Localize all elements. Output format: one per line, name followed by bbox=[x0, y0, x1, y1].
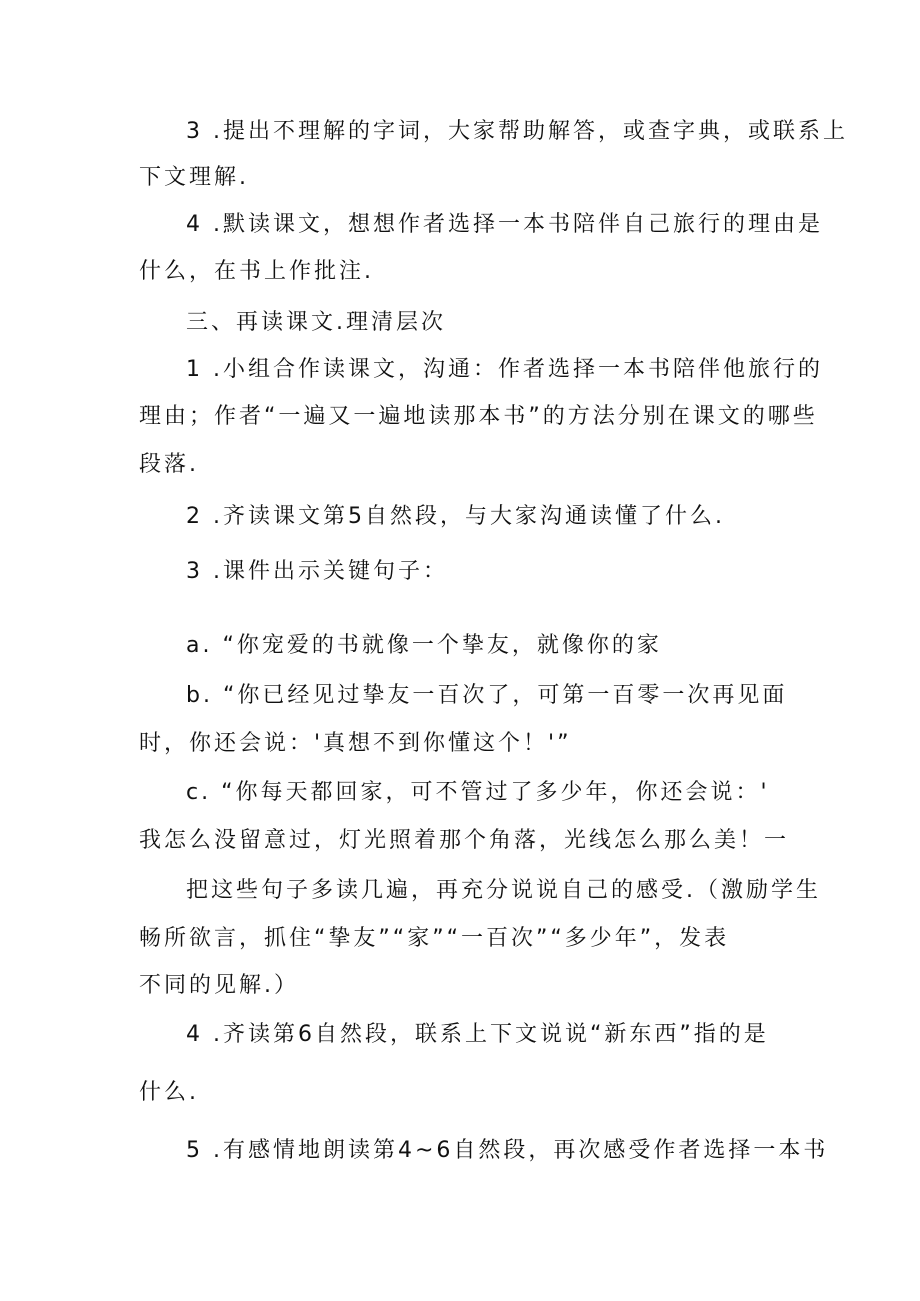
text-line: 1 .小组合作读课文，沟通：作者选择一本书陪伴他旅行的 bbox=[186, 357, 823, 382]
quote-line: b. “你已经见过挚友一百次了，可第一百零一次再见面 bbox=[186, 683, 788, 708]
text-line: 什么. bbox=[139, 1080, 199, 1105]
text-line: 把这些句子多读几遍，再充分说说自己的感受.（激励学生 bbox=[186, 878, 821, 903]
text-line: 下文理解. bbox=[139, 165, 249, 190]
text-line: 5 .有感情地朗读第4~6自然段，再次感受作者选择一本书 bbox=[186, 1138, 829, 1163]
text-line: 3 .提出不理解的字词，大家帮助解答，或查字典，或联系上 bbox=[186, 119, 848, 144]
text-line: 2 .齐读课文第5自然段，与大家沟通读懂了什么. bbox=[186, 504, 725, 529]
text-line: 不同的见解.） bbox=[139, 973, 299, 998]
text-line: 段落. bbox=[139, 452, 199, 477]
text-line: 4 .默读课文，想想作者选择一本书陪伴自己旅行的理由是 bbox=[186, 212, 823, 237]
quote-line: c. “你每天都回家，可不管过了多少年，你还会说：' bbox=[186, 780, 770, 805]
text-line: 3 .课件出示关键句子： bbox=[186, 559, 448, 584]
quote-line: 时，你还会说：'真想不到你懂这个！'” bbox=[139, 731, 572, 756]
text-line: 理由；作者“一遍又一遍地读那本书”的方法分别在课文的哪些 bbox=[139, 404, 818, 429]
quote-line: a. “你宠爱的书就像一个挚友，就像你的家 bbox=[186, 633, 662, 658]
section-heading: 三、再读课文.理清层次 bbox=[186, 310, 446, 335]
quote-line: 我怎么没留意过，灯光照着那个角落，光线怎么那么美！一 bbox=[139, 828, 790, 853]
text-line: 什么，在书上作批注. bbox=[139, 259, 374, 284]
text-line: 4 .齐读第6自然段，联系上下文说说“新东西”指的是 bbox=[186, 1022, 769, 1047]
text-line: 畅所欲言，抓住“挚友”“家”“一百次”“多少年”，发表 bbox=[139, 926, 730, 951]
